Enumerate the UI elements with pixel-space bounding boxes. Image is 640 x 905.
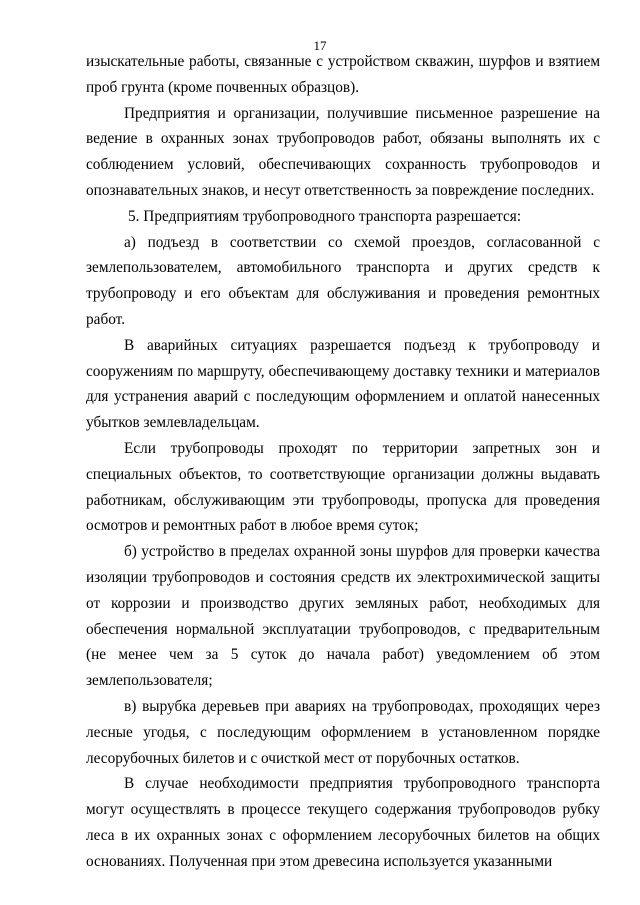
document-body bbox=[86, 49, 600, 875]
paragraph-section-5-heading: 5. Предприятиям трубопроводного транспорта разрешается: bbox=[128, 207, 522, 225]
paragraph-continuation: изыскательные работы, связанные с устройством скважин, шурфов и взятием проб грунта (кроме почвенных образцов). bbox=[86, 53, 600, 96]
paragraph-item-c-tree-cutting: в) вырубка деревьев при авариях на трубопроводах, проходящих через лесные угодья, с последующим оформлением в установленном порядке лесорубочных билетов и с очисткой мест от порубочных остатков. bbox=[86, 697, 600, 767]
paragraph-forest-cutting: В случае необходимости предприятия трубопроводного транспорта могут осуществлять в процессе текущего содержания трубопроводов рубку леса в их охранных зонах с оформлением лесорубочных билетов на общих основаниях. Полученная при этом древесина используется указанными bbox=[86, 775, 600, 870]
paragraph-restricted-zones: Если трубопроводы проходят по территории запретных зон и специальных объектов, то соответствующие организации должны выдавать работникам, обслуживающим эти трубопроводы, пропуска для проведения осмотров и ремонтных работ в любое время суток; bbox=[86, 439, 600, 535]
paragraph-permission-obligations: Предприятия и организации, получившие письменное разрешение на ведение в охранных зонах трубопроводов работ, обязаны выполнять их с соблюдением условий, обеспечивающих сохранность трубопроводов и опознавательных знаков, и несут ответственность за повреждение последних. bbox=[86, 104, 600, 199]
paragraph-item-b-pits: б) устройство в пределах охранной зоны шурфов для проверки качества изоляции трубопроводов и состояния средств их электрохимической защиты от коррозии и производство других земляных работ, необходимых для обеспечения нормальной эксплуатации трубопроводов, с предварительным (не менее чем за 5 суток до начала работ) уведомлением об этом землепользователя; bbox=[86, 543, 600, 690]
paragraph-emergency-access: В аварийных ситуациях разрешается подъезд к трубопроводу и сооружениям по маршруту, обеспечивающему доставку техники и материалов для устранения аварий с последующим оформлением и оплатой нанесенных убытков землевладельцам. bbox=[86, 336, 600, 432]
paragraph-item-a-access: а) подъезд в соответствии со схемой проездов, согласованной с землепользователем, автомобильного транспорта и других средств к трубопроводу и его объектам для обслуживания и проведения ремонтных работ. bbox=[86, 233, 600, 328]
page-number: 17 bbox=[313, 38, 327, 53]
